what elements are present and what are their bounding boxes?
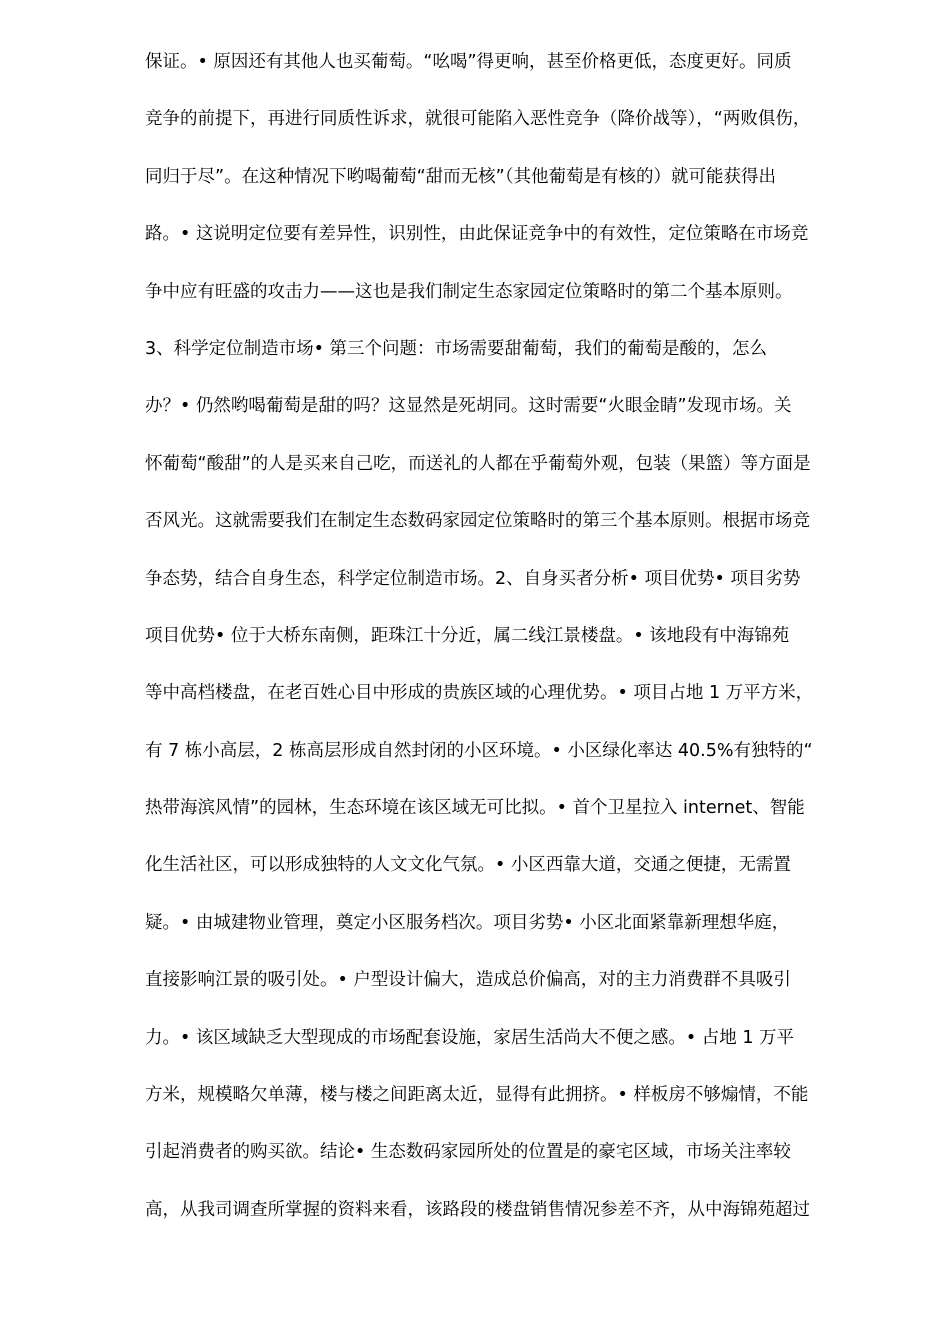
text-line: 项目优势• 位于大桥东南侧，距珠江十分近，属二线江景楼盘。• 该地段有中海锦苑: [145, 625, 790, 646]
text-line: 直接影响江景的吸引处。• 户型设计偏大，造成总价偏高，对的主力消费群不具吸引: [145, 970, 791, 991]
text-line: 化生活社区，可以形成独特的人文文化气氛。• 小区西靠大道，交通之便捷，无需置: [145, 855, 791, 876]
text-line: 热带海滨风情”的园林，生态环境在该区域无可比拟。• 首个卫星拉入 internet、智能: [145, 798, 805, 819]
text-line: 争中应有旺盛的攻击力——这也是我们制定生态家园定位策略时的第二个基本原则。: [145, 281, 793, 302]
text-line: 保证。• 原因还有其他人也买葡萄。“吆喝”得更响，甚至价格更低，态度更好。同质: [145, 52, 792, 72]
text-line: 力。• 该区域缺乏大型现成的市场配套设施，家居生活尚大不便之感。• 占地 1 万平: [145, 1027, 795, 1048]
text-line: 3、科学定位制造市场• 第三个问题：市场需要甜葡萄，我们的葡萄是酸的，怎么: [145, 338, 768, 359]
text-line: 同归于尽”。在这种情况下哟喝葡萄“甜而无核”（其他葡萄是有核的）就可能获得出: [145, 166, 776, 187]
text-line: 否风光。这就需要我们在制定生态数码家园定位策略时的第三个基本原则。根据市场竞: [145, 511, 810, 532]
text-line: 高，从我司调查所掌握的资料来看，该路段的楼盘销售情况参差不齐，从中海锦苑超过: [145, 1199, 810, 1220]
text-line: 等中高档楼盘，在老百姓心目中形成的贵族区域的心理优势。• 项目占地 1 万平方米，: [145, 683, 814, 704]
text-line: 引起消费者的购买欲。结论• 生态数码家园所处的位置是的豪宅区域，市场关注率较: [145, 1142, 791, 1163]
text-line: 怀葡萄“酸甜”的人是买来自己吃，而送礼的人都在乎葡萄外观，包装（果篮）等方面是: [145, 453, 811, 474]
text-line: 疑。• 由城建物业管理，奠定小区服务档次。项目劣势• 小区北面紧靠新理想华庭，: [145, 912, 790, 933]
text-line: 争态势，结合自身生态，科学定位制造市场。2、自身买者分析• 项目优势• 项目劣势: [145, 568, 801, 589]
text-line: 办？• 仍然哟喝葡萄是甜的吗？这显然是死胡同。这时需要“火眼金睛”发现市场。关: [145, 396, 792, 417]
text-line: 竞争的前提下，再进行同质性诉求，就很可能陷入恶性竞争（降价战等），“两败俱伤，: [145, 109, 811, 130]
text-line: 有 7 栋小高层，2 栋高层形成自然封闭的小区环境。• 小区绿化率达 40.5%有独特的“: [145, 740, 813, 761]
text-line: 路。• 这说明定位要有差异性，识别性，由此保证竞争中的有效性，定位策略在市场竞: [145, 224, 809, 245]
text-line: 方米，规模略欠单薄，楼与楼之间距离太近，显得有此拥挤。• 样板房不够煽情，不能: [145, 1085, 809, 1106]
body-text: [145, 44, 885, 1249]
